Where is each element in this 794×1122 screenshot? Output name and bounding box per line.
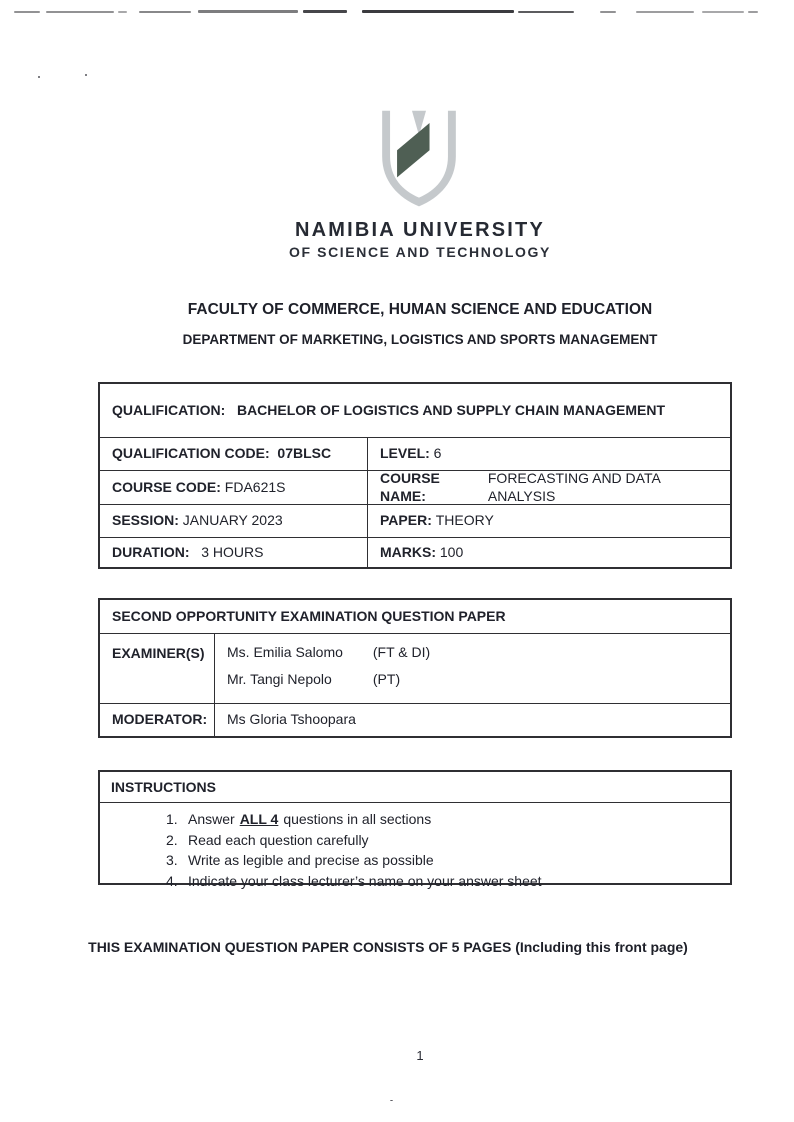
instructions-list (100, 803, 730, 891)
scan-speck (38, 76, 40, 78)
instruction-emphasis: ALL 4 (239, 811, 279, 827)
session-value: JANUARY 2023 (182, 512, 283, 529)
marks-value: 100 (439, 543, 464, 560)
examiners-label: EXAMINER(S) (112, 645, 205, 661)
marks-label: MARKS: (380, 543, 436, 560)
page-number: 1 (416, 1048, 424, 1063)
table-row-duration (100, 537, 730, 567)
examiner-mode: (FT & DI) (372, 644, 431, 660)
instruction-item (166, 850, 730, 871)
level-label: LEVEL: (380, 445, 430, 462)
table-row-qualification (100, 384, 730, 437)
paper-label: PAPER: (380, 512, 432, 529)
instructions-box (98, 770, 732, 889)
paper-value: THEORY (435, 512, 494, 529)
instruction-text: Answer ALL 4 questions in all sections (188, 811, 432, 827)
moderator-label: MODERATOR: (112, 711, 208, 728)
level-value: 6 (433, 445, 442, 462)
university-logo-shield-icon (375, 109, 463, 209)
university-subtitle: OF SCIENCE AND TECHNOLOGY (289, 244, 551, 260)
duration-value: 3 HOURS (201, 543, 264, 560)
instruction-item (166, 830, 730, 851)
examiner-entry (227, 644, 430, 662)
examiner-name: Ms. Emilia Salomo (227, 644, 343, 660)
page-count-note: THIS EXAMINATION QUESTION PAPER CONSISTS OF 5 PAGES (Including this front page) (88, 939, 688, 955)
course-details-table (98, 382, 732, 569)
faculty-heading: FACULTY OF COMMERCE, HUMAN SCIENCE AND EDUCATION (187, 301, 653, 318)
course-name-label: COURSE NAME: (380, 470, 440, 504)
table-row-session (100, 504, 730, 537)
instruction-number: 2. (166, 831, 178, 848)
university-name: NAMIBIA UNIVERSITY (295, 219, 545, 241)
session-label: SESSION: (112, 512, 179, 529)
scan-speck (85, 74, 87, 76)
department-heading: DEPARTMENT OF MARKETING, LOGISTICS AND SPORTS MANAGEMENT (182, 332, 658, 347)
examiner-mode: (PT) (372, 670, 401, 687)
qualification-value: BACHELOR OF LOGISTICS AND SUPPLY CHAIN MANAGEMENT (236, 401, 666, 418)
qualification-code-value: 07BLSC (277, 445, 332, 462)
table-row-qualification-code (100, 437, 730, 470)
qualification-label: QUALIFICATION: (112, 401, 226, 418)
instructions-title: INSTRUCTIONS (100, 772, 730, 803)
instruction-text: Write as legible and precise as possible (188, 852, 434, 868)
instruction-text: Indicate your class lecturer’s name on your answer sheet (188, 872, 542, 889)
course-code-label: COURSE CODE: (112, 478, 221, 495)
instruction-number: 4. (166, 872, 178, 889)
moderator-value: Ms Gloria Tshoopara (214, 704, 730, 736)
instruction-item (166, 871, 730, 892)
duration-label: DURATION: (112, 543, 190, 560)
instruction-text: Read each question carefully (188, 831, 369, 848)
table-row-moderator (100, 703, 730, 736)
course-code-value: FDA621S (224, 478, 286, 495)
instruction-number: 3. (166, 852, 178, 868)
examiner-entry (227, 671, 430, 689)
table-row-paper-title (100, 600, 730, 633)
instruction-item (166, 809, 730, 830)
examiner-table (98, 598, 732, 738)
table-row-examiners (100, 633, 730, 703)
course-name-value: FORECASTING AND DATA ANALYSIS (487, 470, 661, 504)
scan-speck (390, 1100, 393, 1101)
examiner-name: Mr. Tangi Nepolo (227, 670, 332, 687)
exam-paper-title: SECOND OPPORTUNITY EXAMINATION QUESTION PAPER (112, 607, 506, 624)
instruction-number: 1. (166, 811, 178, 827)
table-row-course-code (100, 470, 730, 504)
qualification-code-label: QUALIFICATION CODE: (112, 445, 270, 462)
